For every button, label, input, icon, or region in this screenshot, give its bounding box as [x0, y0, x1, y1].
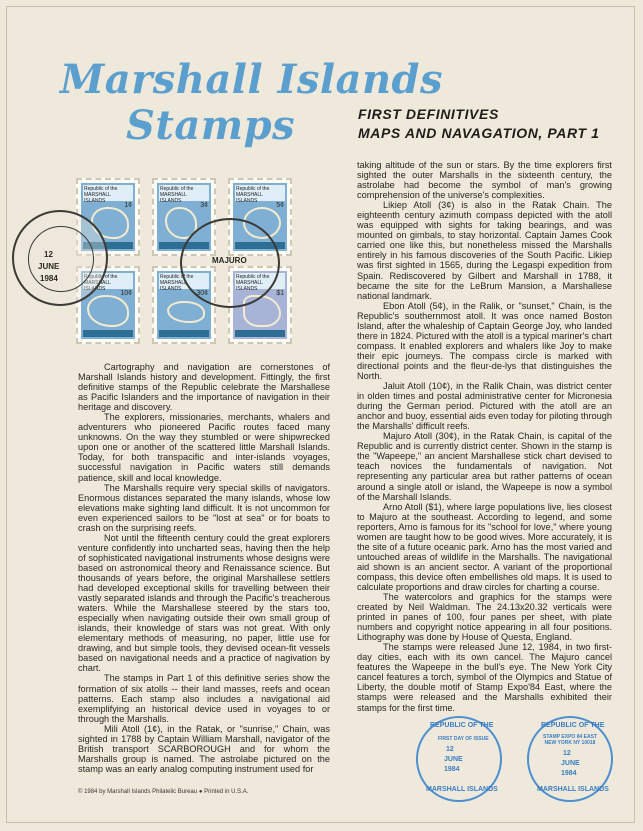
paragraph: Not until the fifteenth century could the great explorers venture confidently into uncharted seas, having then the help of sophisticated navigational instruments whose designs were based on astronomical theory and Renaissance science. But thousands of years before, the original Marshallese settlers had developed exceptional skills for travelling between their vastly separated islands and through the Pacific's treacherous waters. While the Marshallese steered by the stars too, especially when navigating outside their own small group of islands, their knowledge of stars was not great. With only elementary methods of measuring, no paper, little use for drawing, and but simple tools, they devised ocean-fit vessels based on navigational needs and a practice of nagivation by chart.: [78, 532, 331, 674]
stamp-header: Republic of the MARSHALL ISLANDS: [159, 185, 209, 201]
cancel-month: JUNE: [444, 756, 463, 763]
atoll-outline: [167, 301, 205, 323]
stamp-value: 1¢: [124, 202, 132, 209]
cancel-day: 12: [446, 746, 454, 753]
atoll-outline: [87, 295, 129, 327]
postmark-city: MAJURO: [212, 256, 247, 265]
stamp-value: 30¢: [196, 290, 208, 297]
first-day-postmark-left: [12, 210, 108, 306]
subtitle-line-1: FIRST DEFINITIVES: [358, 106, 499, 122]
title-line-2: Stamps: [126, 102, 296, 149]
paragraph: Mili Atoll (1¢), in the Ratak, or "sunrise," Chain, was sighted in 1788 by Captain William Marshall, navigator of the British transport SCARBOROUGH and for whom the Marshalls group is named. The astrolabe pictured on the stamp was an early analog computing instrument used for: [78, 723, 330, 774]
stamp-header: Republic of the MARSHALL ISLANDS: [83, 273, 133, 289]
paragraph: Cartography and navigation are cornerstones of Marshall Islands history and development. Fittingly, the first definitive stamps of the Republic celebrate the Marshallese as Pacific Islanders and the importance of navigation in their heritage and discovery.: [78, 362, 330, 413]
copyright-footer: © 1984 by Marshall Islands Philatelic Bureau ● Printed in U.S.A.: [78, 789, 249, 795]
first-day-postmark-mid: [180, 218, 280, 308]
paragraph: taking altitude of the sun or stars. By the time explorers first sighted the outer Marshalls in the sixteenth century, the astrolabe had become the symbol of man's growing comprehension of the universe's complexities.: [357, 160, 612, 201]
stamp-caption-bar: [235, 330, 285, 337]
cancel-day: 12: [563, 750, 571, 757]
cancel-bottom-text: MARSHALL ISLANDS: [537, 786, 609, 793]
paragraph: The stamps in Part 1 of this definitive series show the formation of six atolls -- their land masses, reefs and ocean patterns. Each stamp also includes a navigational aid exemplifying an historical device used in voyages to or through the Marshalls.: [78, 673, 330, 724]
title-line-1: Marshall Islands: [60, 56, 444, 103]
stamp-header: Republic of the MARSHALL ISLANDS: [159, 273, 209, 289]
new-york-cancel: [527, 716, 613, 802]
paragraph: The watercolors and graphics for the stamps were created by Neil Waldman. The 24.13x20.32 verticals were printed in panes of 100, four panes per sheet, with plate numbers and copyright notice appearing in all four positions. Lithography was done by House of Questa, England.: [357, 592, 612, 643]
cancel-top-text: REPUBLIC OF THE: [541, 722, 605, 729]
postmark-month: JUNE: [38, 262, 60, 271]
paragraph: Ebon Atoll (5¢), in the Ralik, or "sunset," Chain, is the Republic's southernmost atoll. It was once named Boston Island, after the whaleship of Captain George Joy, who landed there in 1824. Pictured with the atoll is a typical mariner's chart compass. It enabled explorers and whalers like Joy to make their epic journeys. The compass circle is marked with directional points and the fleur-de-lys that distinguishes the North.: [357, 300, 612, 381]
stamp-header: Republic of the MARSHALL ISLANDS: [83, 185, 133, 201]
postmark-day: 12: [44, 250, 53, 259]
paragraph: The Marshalls require very special skills of navigators. Enormous distances separated the many islands, whose low elevations make sighting land difficult. It is not uncommon for even experienced sailors to be "lost at sea" or for boats to crash on the surprising reefs.: [78, 482, 330, 533]
paragraph: The explorers, missionaries, merchants, whalers and adventurers who pioneered Pacific routes faced many unknowns. On the way they stumbled or were shipwrecked upon one or another of the scattered little Marshall Islands. Today, for both transpacific and inter-islands voyages, successful navigation in Pacific waters still demands patience, skill and local knowledge.: [78, 412, 330, 483]
stamp-value: 3¢: [200, 202, 208, 209]
cancel-year: 1984: [444, 766, 460, 773]
stamp-caption-bar: [159, 330, 209, 337]
cancel-top-text: REPUBLIC OF THE: [430, 722, 494, 729]
cancel-month: JUNE: [561, 760, 580, 767]
paragraph: Majuro Atoll (30¢), in the Ratak Chain, is capital of the Republic and is currently district center. Shown in the stamp is the "Wapeepe," an ancient Marshallese stick chart devised to teach novices the fundamentals of navigation. Not representing any particular area but rather patterns of ocean around a single atoll or island, the Wapeepe is now a symbol of the Marshall Islands.: [357, 431, 612, 502]
stamp-value: 10¢: [120, 290, 132, 297]
postmark-inner-ring: [28, 226, 94, 292]
cancel-inner-text: FIRST DAY OF ISSUE: [438, 736, 489, 742]
body-text-left-column: [78, 362, 330, 774]
paragraph: Likiep Atoll (3¢) is also in the Ratak Chain. The eighteenth century azimuth compass depicted with the atoll was equipped with sights for taking bearings, and was mounted on gimbals, to stay horizontal. Captain James Cook carried one like this, but nonetheless missed the Marshalls entirely in his famous discoveries of the South Pacific. Likiep was first sighted in 1565, during the Legaspi expedition from Spain. Rediscovered by Gilbert and Marshall in 1788, it became the site for the LeBrum Mansion, a Marshallese national landmark.: [357, 200, 612, 301]
stamp-header: Republic of the MARSHALL ISLANDS: [235, 185, 285, 201]
stamp-value: 5¢: [276, 202, 284, 209]
postmark-year: 1984: [40, 274, 58, 283]
stamp-caption-bar: [83, 330, 133, 337]
paragraph: Jaluit Atoll (10¢), in the Ralik Chain, was district center in olden times and postal administrative center for Micronesia during the German period. Pictured with the atoll are an anchor and buoy, essential aids even today for piloting through the Marshalls' difficult reefs.: [357, 381, 612, 432]
body-text-right-column: [357, 160, 612, 713]
cancel-bottom-text: MARSHALL ISLANDS: [426, 786, 498, 793]
cancel-inner-text: STAMP EXPO 84 EAST NEW YORK NY 10018: [543, 734, 597, 746]
stamp-header: Republic of the MARSHALL ISLANDS: [235, 273, 285, 289]
cancel-year: 1984: [561, 770, 577, 777]
majuro-cancel: [416, 716, 502, 802]
paragraph: Arno Atoll ($1), where large populations live, lies closest to Majuro at the southeast. According to legend, and some reporters, Arno is famous for its "school for love," where young women are taught how to be good wives. More accurately, it is the site of a future oceanic park. Arno has the most varied and untouched areas of wildlife in the Marshalls. The navigational aid shown is an ancient sector. A variant of the proportional compass, this device often embellishes old maps. It is used to calculate proportions and draw circles for charting a course.: [357, 501, 612, 592]
subtitle-line-2: MAPS AND NAVAGATION, PART 1: [358, 125, 600, 141]
stamp-value: $1: [276, 290, 284, 297]
paragraph: The stamps were released June 12, 1984, in two first-day cities, each with its own cancel. The Majuro cancel features the Wapeepe in the bull's eye. The New York City cancel features a torch, symbol of the Olympics and Statue of Liberty, the double motif of Stamp Expo'84 East, where the stamps were released and the Marshalls exhibited their stamps for the first time.: [357, 642, 612, 713]
